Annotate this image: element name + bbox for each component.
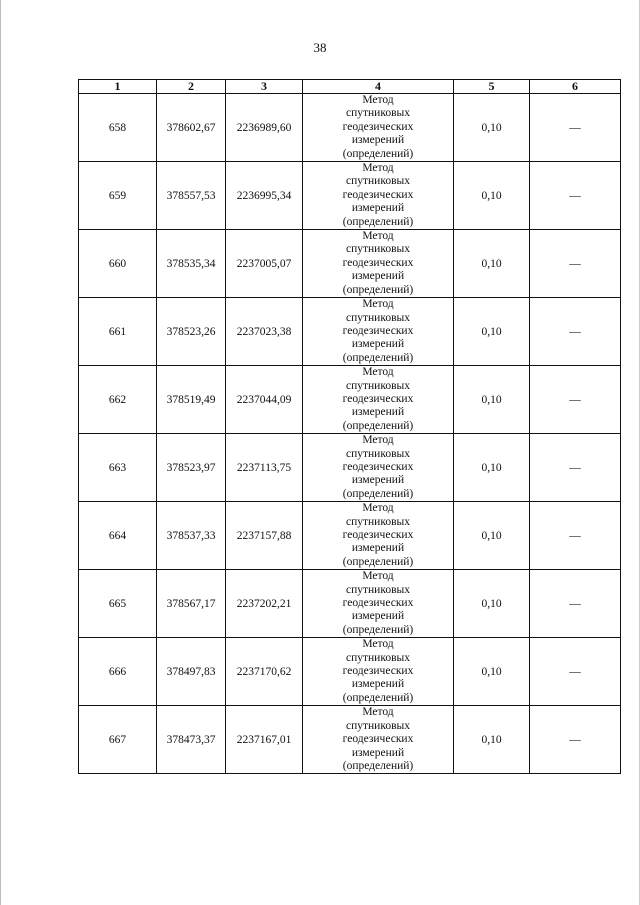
method-description: [303, 638, 454, 706]
point-number: 666: [79, 638, 157, 706]
note-value: —: [530, 706, 621, 774]
coordinate-x: 378537,33: [157, 502, 226, 570]
method-line: Метод: [362, 434, 394, 447]
method-description: [303, 502, 454, 570]
table-row: [79, 706, 621, 774]
coordinate-x: 378535,34: [157, 230, 226, 298]
method-line: геодезических: [342, 120, 414, 133]
point-number: 663: [79, 434, 157, 502]
note-value: —: [530, 502, 621, 570]
method-line: (определений): [342, 147, 414, 160]
method-line: измерений: [351, 542, 405, 555]
column-header-5: 5: [454, 80, 530, 94]
scan-left-edge: [0, 0, 1, 905]
point-number: 665: [79, 570, 157, 638]
method-line: (определений): [342, 351, 414, 364]
accuracy-value: 0,10: [454, 298, 530, 366]
method-line: Метод: [362, 502, 394, 515]
coordinate-x: 378519,49: [157, 366, 226, 434]
method-line: Метод: [362, 230, 394, 243]
method-line: Метод: [362, 570, 394, 583]
method-description: [303, 94, 454, 162]
method-description: [303, 366, 454, 434]
point-number: 660: [79, 230, 157, 298]
method-line: спутниковых: [345, 719, 410, 732]
method-line: измерений: [351, 474, 405, 487]
point-number: 664: [79, 502, 157, 570]
accuracy-value: 0,10: [454, 706, 530, 774]
point-number: 659: [79, 162, 157, 230]
method-line: Метод: [362, 706, 394, 719]
coordinates-table: [78, 79, 621, 774]
coordinate-y: 2237170,62: [226, 638, 303, 706]
method-line: (определений): [342, 215, 414, 228]
coordinate-y: 2237005,07: [226, 230, 303, 298]
method-line: спутниковых: [345, 379, 410, 392]
note-value: —: [530, 94, 621, 162]
method-line: геодезических: [342, 188, 414, 201]
method-line: Метод: [362, 366, 394, 379]
table-row: [79, 434, 621, 502]
method-line: измерений: [351, 746, 405, 759]
method-line: измерений: [351, 338, 405, 351]
method-line: измерений: [351, 678, 405, 691]
method-line: спутниковых: [345, 175, 410, 188]
method-line: (определений): [342, 555, 414, 568]
note-value: —: [530, 162, 621, 230]
method-line: спутниковых: [345, 243, 410, 256]
method-line: измерений: [351, 202, 405, 215]
accuracy-value: 0,10: [454, 638, 530, 706]
coordinate-y: 2237157,88: [226, 502, 303, 570]
method-line: спутниковых: [345, 583, 410, 596]
method-line: Метод: [362, 638, 394, 651]
method-line: измерений: [351, 134, 405, 147]
method-line: Метод: [362, 162, 394, 175]
coordinate-x: 378557,53: [157, 162, 226, 230]
method-line: Метод: [362, 94, 394, 106]
coordinate-x: 378602,67: [157, 94, 226, 162]
accuracy-value: 0,10: [454, 366, 530, 434]
column-header-3: 3: [226, 80, 303, 94]
table-row: [79, 638, 621, 706]
method-line: геодезических: [342, 324, 414, 337]
table-row: [79, 366, 621, 434]
method-line: (определений): [342, 419, 414, 432]
coordinate-y: 2237044,09: [226, 366, 303, 434]
note-value: —: [530, 298, 621, 366]
coordinate-x: 378523,26: [157, 298, 226, 366]
coordinate-y: 2237113,75: [226, 434, 303, 502]
method-description: [303, 706, 454, 774]
coordinate-x: 378523,97: [157, 434, 226, 502]
table-row: [79, 162, 621, 230]
table-header-row: [79, 80, 621, 94]
method-line: (определений): [342, 283, 414, 296]
point-number: 658: [79, 94, 157, 162]
table-row: [79, 94, 621, 162]
method-line: геодезических: [342, 529, 414, 541]
method-line: измерений: [351, 406, 405, 419]
note-value: —: [530, 230, 621, 298]
method-line: спутниковых: [345, 447, 410, 460]
table-row: [79, 230, 621, 298]
method-line: Метод: [362, 298, 394, 311]
method-line: измерений: [351, 610, 405, 623]
method-line: геодезических: [342, 392, 414, 405]
method-line: (определений): [342, 759, 414, 772]
method-line: геодезических: [342, 460, 414, 473]
method-line: (определений): [342, 691, 414, 704]
column-header-6: 6: [530, 80, 621, 94]
method-line: спутниковых: [345, 311, 410, 324]
coordinate-y: 2237023,38: [226, 298, 303, 366]
point-number: 661: [79, 298, 157, 366]
accuracy-value: 0,10: [454, 230, 530, 298]
note-value: —: [530, 434, 621, 502]
table-body: [79, 94, 621, 774]
method-description: [303, 162, 454, 230]
page-number: 38: [313, 40, 327, 55]
method-line: геодезических: [342, 597, 414, 610]
note-value: —: [530, 570, 621, 638]
table-row: [79, 502, 621, 570]
method-line: измерений: [351, 270, 405, 283]
note-value: —: [530, 366, 621, 434]
method-line: спутниковых: [345, 515, 410, 528]
method-line: геодезических: [342, 256, 414, 269]
coordinate-y: 2236995,34: [226, 162, 303, 230]
method-description: [303, 230, 454, 298]
method-line: (определений): [342, 487, 414, 500]
accuracy-value: 0,10: [454, 94, 530, 162]
method-line: (определений): [342, 623, 414, 636]
coordinate-y: 2237202,21: [226, 570, 303, 638]
table-row: [79, 570, 621, 638]
table-row: [79, 298, 621, 366]
coordinate-x: 378473,37: [157, 706, 226, 774]
method-line: спутниковых: [345, 107, 410, 120]
coordinate-y: 2236989,60: [226, 94, 303, 162]
note-value: —: [530, 638, 621, 706]
coordinate-x: 378567,17: [157, 570, 226, 638]
method-description: [303, 434, 454, 502]
column-header-1: 1: [79, 80, 157, 94]
accuracy-value: 0,10: [454, 434, 530, 502]
accuracy-value: 0,10: [454, 502, 530, 570]
method-line: геодезических: [342, 665, 414, 678]
method-line: геодезических: [342, 733, 414, 746]
point-number: 662: [79, 366, 157, 434]
column-header-4: 4: [303, 80, 454, 94]
coordinate-y: 2237167,01: [226, 706, 303, 774]
point-number: 667: [79, 706, 157, 774]
accuracy-value: 0,10: [454, 162, 530, 230]
method-description: [303, 298, 454, 366]
column-header-2: 2: [157, 80, 226, 94]
method-description: [303, 570, 454, 638]
method-line: спутниковых: [345, 651, 410, 664]
accuracy-value: 0,10: [454, 570, 530, 638]
coordinate-x: 378497,83: [157, 638, 226, 706]
